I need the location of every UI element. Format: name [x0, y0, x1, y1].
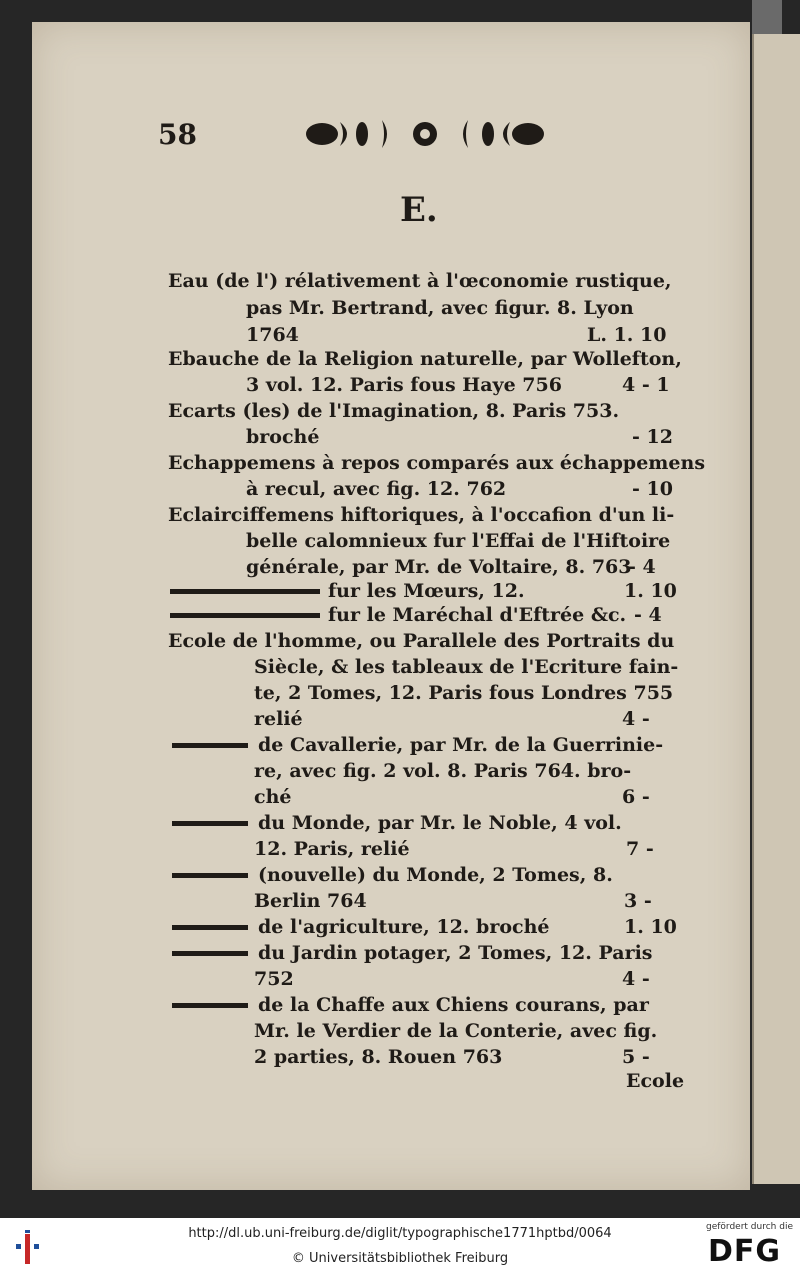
catchword: Ecole [626, 1070, 685, 1092]
entry-line: du Jardin potager, 2 Tomes, 12. Paris [258, 942, 653, 964]
ditto-dash [170, 613, 320, 618]
entry-line: du Monde, par Mr. le Noble, 4 vol. [258, 812, 622, 834]
entry-line: Berlin 764 [254, 890, 367, 912]
entry-line: Echappemens à repos comparés aux échappemens [168, 452, 706, 474]
entry-line: relié [254, 708, 303, 730]
entry-line: 3 vol. 12. Paris fous Haye 756 [246, 374, 562, 396]
next-page-edge [752, 34, 800, 1184]
entry-line: Mr. le Verdier de la Conterie, avec fig. [254, 1020, 658, 1042]
ditto-dash [172, 821, 248, 826]
entry-line: de l'agriculture, 12. broché [258, 916, 550, 938]
entry-line: 1764 [246, 324, 299, 346]
ditto-dash [172, 1003, 248, 1008]
price: - 10 [632, 478, 673, 500]
dfg-logo: DFG [708, 1234, 782, 1269]
viewer-footer [0, 1218, 800, 1276]
page-number: 58 [158, 118, 197, 151]
ornament-icon [300, 114, 550, 154]
price: 4 - [622, 968, 650, 990]
price: 7 - [626, 838, 654, 860]
entry-line: de Cavallerie, par Mr. de la Guerrinie- [258, 734, 664, 756]
entry-line: fur les Mœurs, 12. [328, 580, 525, 602]
entry-line: 752 [254, 968, 294, 990]
entry-line: belle calomnieux fur l'Effai de l'Hiftoire [246, 530, 671, 552]
entry-line: 2 parties, 8. Rouen 763 [254, 1046, 503, 1068]
ditto-dash [172, 743, 248, 748]
price: 1. 10 [624, 580, 677, 602]
ditto-dash [172, 873, 248, 878]
book-clip [752, 0, 782, 34]
price: 4 - [622, 708, 650, 730]
entry-line: pas Mr. Bertrand, avec figur. 8. Lyon [246, 297, 634, 319]
price: - 4 [628, 556, 656, 578]
entry-line: Eau (de l') rélativement à l'œconomie rustique, [168, 270, 672, 292]
entry-line: 12. Paris, relié [254, 838, 410, 860]
price: 5 - [622, 1046, 650, 1068]
entry-line: Ecole de l'homme, ou Parallele des Portraits du [168, 630, 675, 652]
entry-line: Siècle, & les tableaux de l'Ecriture fain- [254, 656, 679, 678]
copyright-notice: © Universitätsbibliothek Freiburg [291, 1251, 509, 1266]
entry-line: ché [254, 786, 292, 808]
entry-line: à recul, avec fig. 12. 762 [246, 478, 507, 500]
price: 1. 10 [624, 916, 677, 938]
price: 3 - [624, 890, 652, 912]
section-letter: E. [400, 190, 438, 230]
price: 6 - [622, 786, 650, 808]
entry-line: de la Chaffe aux Chiens courans, par [258, 994, 649, 1016]
ditto-dash [170, 589, 320, 594]
page-url[interactable]: http://dl.ub.uni-freiburg.de/diglit/typographische1771hptbd/0064 [188, 1226, 612, 1241]
entry-line: te, 2 Tomes, 12. Paris fous Londres 755 [254, 682, 674, 704]
entry-line: générale, par Mr. de Voltaire, 8. 763 [246, 556, 632, 578]
entry-line: Ecarts (les) de l'Imagination, 8. Paris 753. [168, 400, 620, 422]
price: 4 - 1 [622, 374, 670, 396]
entry-line: Ebauche de la Religion naturelle, par Wollefton, [168, 348, 682, 370]
ditto-dash [172, 951, 248, 956]
entry-line: fur le Maréchal d'Eftrée &c. [328, 604, 627, 626]
price: L. 1. 10 [587, 324, 667, 346]
funding-label: gefördert durch die [706, 1222, 793, 1232]
entry-line: (nouvelle) du Monde, 2 Tomes, 8. [258, 864, 613, 886]
price: - 4 [634, 604, 662, 626]
entry-line: Eclairciffemens hiftoriques, à l'occafion d'un li- [168, 504, 675, 526]
entry-line: broché [246, 426, 320, 448]
ditto-dash [172, 925, 248, 930]
entry-line: re, avec fig. 2 vol. 8. Paris 764. bro- [254, 760, 632, 782]
price: - 12 [632, 426, 673, 448]
